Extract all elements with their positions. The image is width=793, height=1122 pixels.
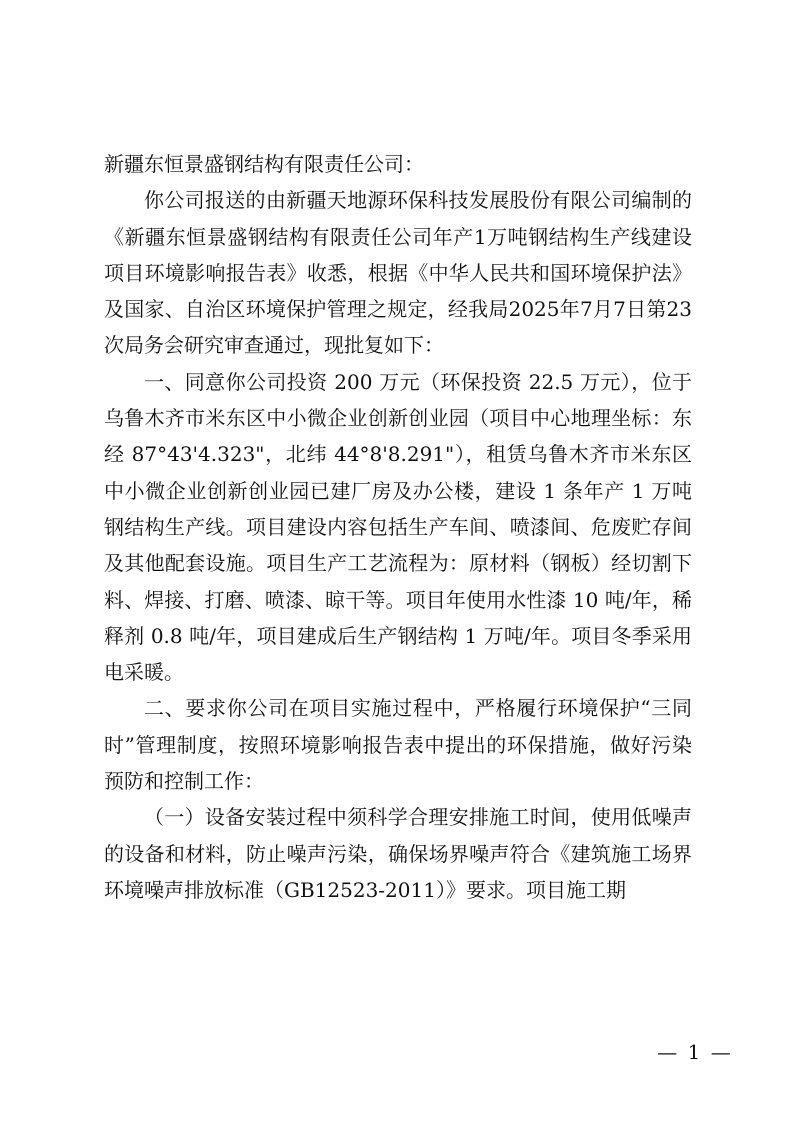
paragraph-intro: 你公司报送的由新疆天地源环保科技发展股份有限公司编制的《新疆东恒景盛钢结构有限责任公司年产1万吨钢结构生产线建设项目环境影响报告表》收悉，根据《中华人民共和国环境保护法》及国家、自治区环境保护管理之规定，经我局2025年7月7日第23次局务会研究审查通过，现批复如下：: [104, 188, 692, 358]
paragraph-subitem-1: （一）设备安装过程中须科学合理安排施工时间，使用低噪声的设备和材料，防止噪声污染，确保场界噪声符合《建筑施工场界环境噪声排放标准（GB12523-2011）》要求。项目施工期: [104, 805, 692, 902]
salutation: 新疆东恒景盛钢结构有限责任公司：: [104, 152, 424, 176]
document-body: [104, 146, 692, 908]
page-number: — 1 —: [657, 1040, 733, 1064]
paragraph-item-1: 一、同意你公司投资 200 万元（环保投资 22.5 万元），位于乌鲁木齐市米东区中小微企业创新创业园（项目中心地理坐标：东经 87°43'4.323"，北纬 44°8'8.291"），租赁乌鲁木齐市米东区中小微企业创新创业园已建厂房及办公楼，建设 1 条年产 1 万吨钢结构生产线。项目建设内容包括生产车间、喷漆间、危废贮存间及其他配套设施。项目生产工艺流程为：原材料（钢板）经切割下料、焊接、打磨、喷漆、晾干等。项目年使用水性漆 10 吨/年，稀释剂 0.8 吨/年，项目建成后生产钢结构 1 万吨/年。项目冬季采用电采暖。: [104, 369, 692, 685]
paragraph-item-2: 二、要求你公司在项目实施过程中，严格履行环境保护“三同时”管理制度，按照环境影响报告表中提出的环保措施，做好污染预防和控制工作：: [104, 696, 692, 794]
